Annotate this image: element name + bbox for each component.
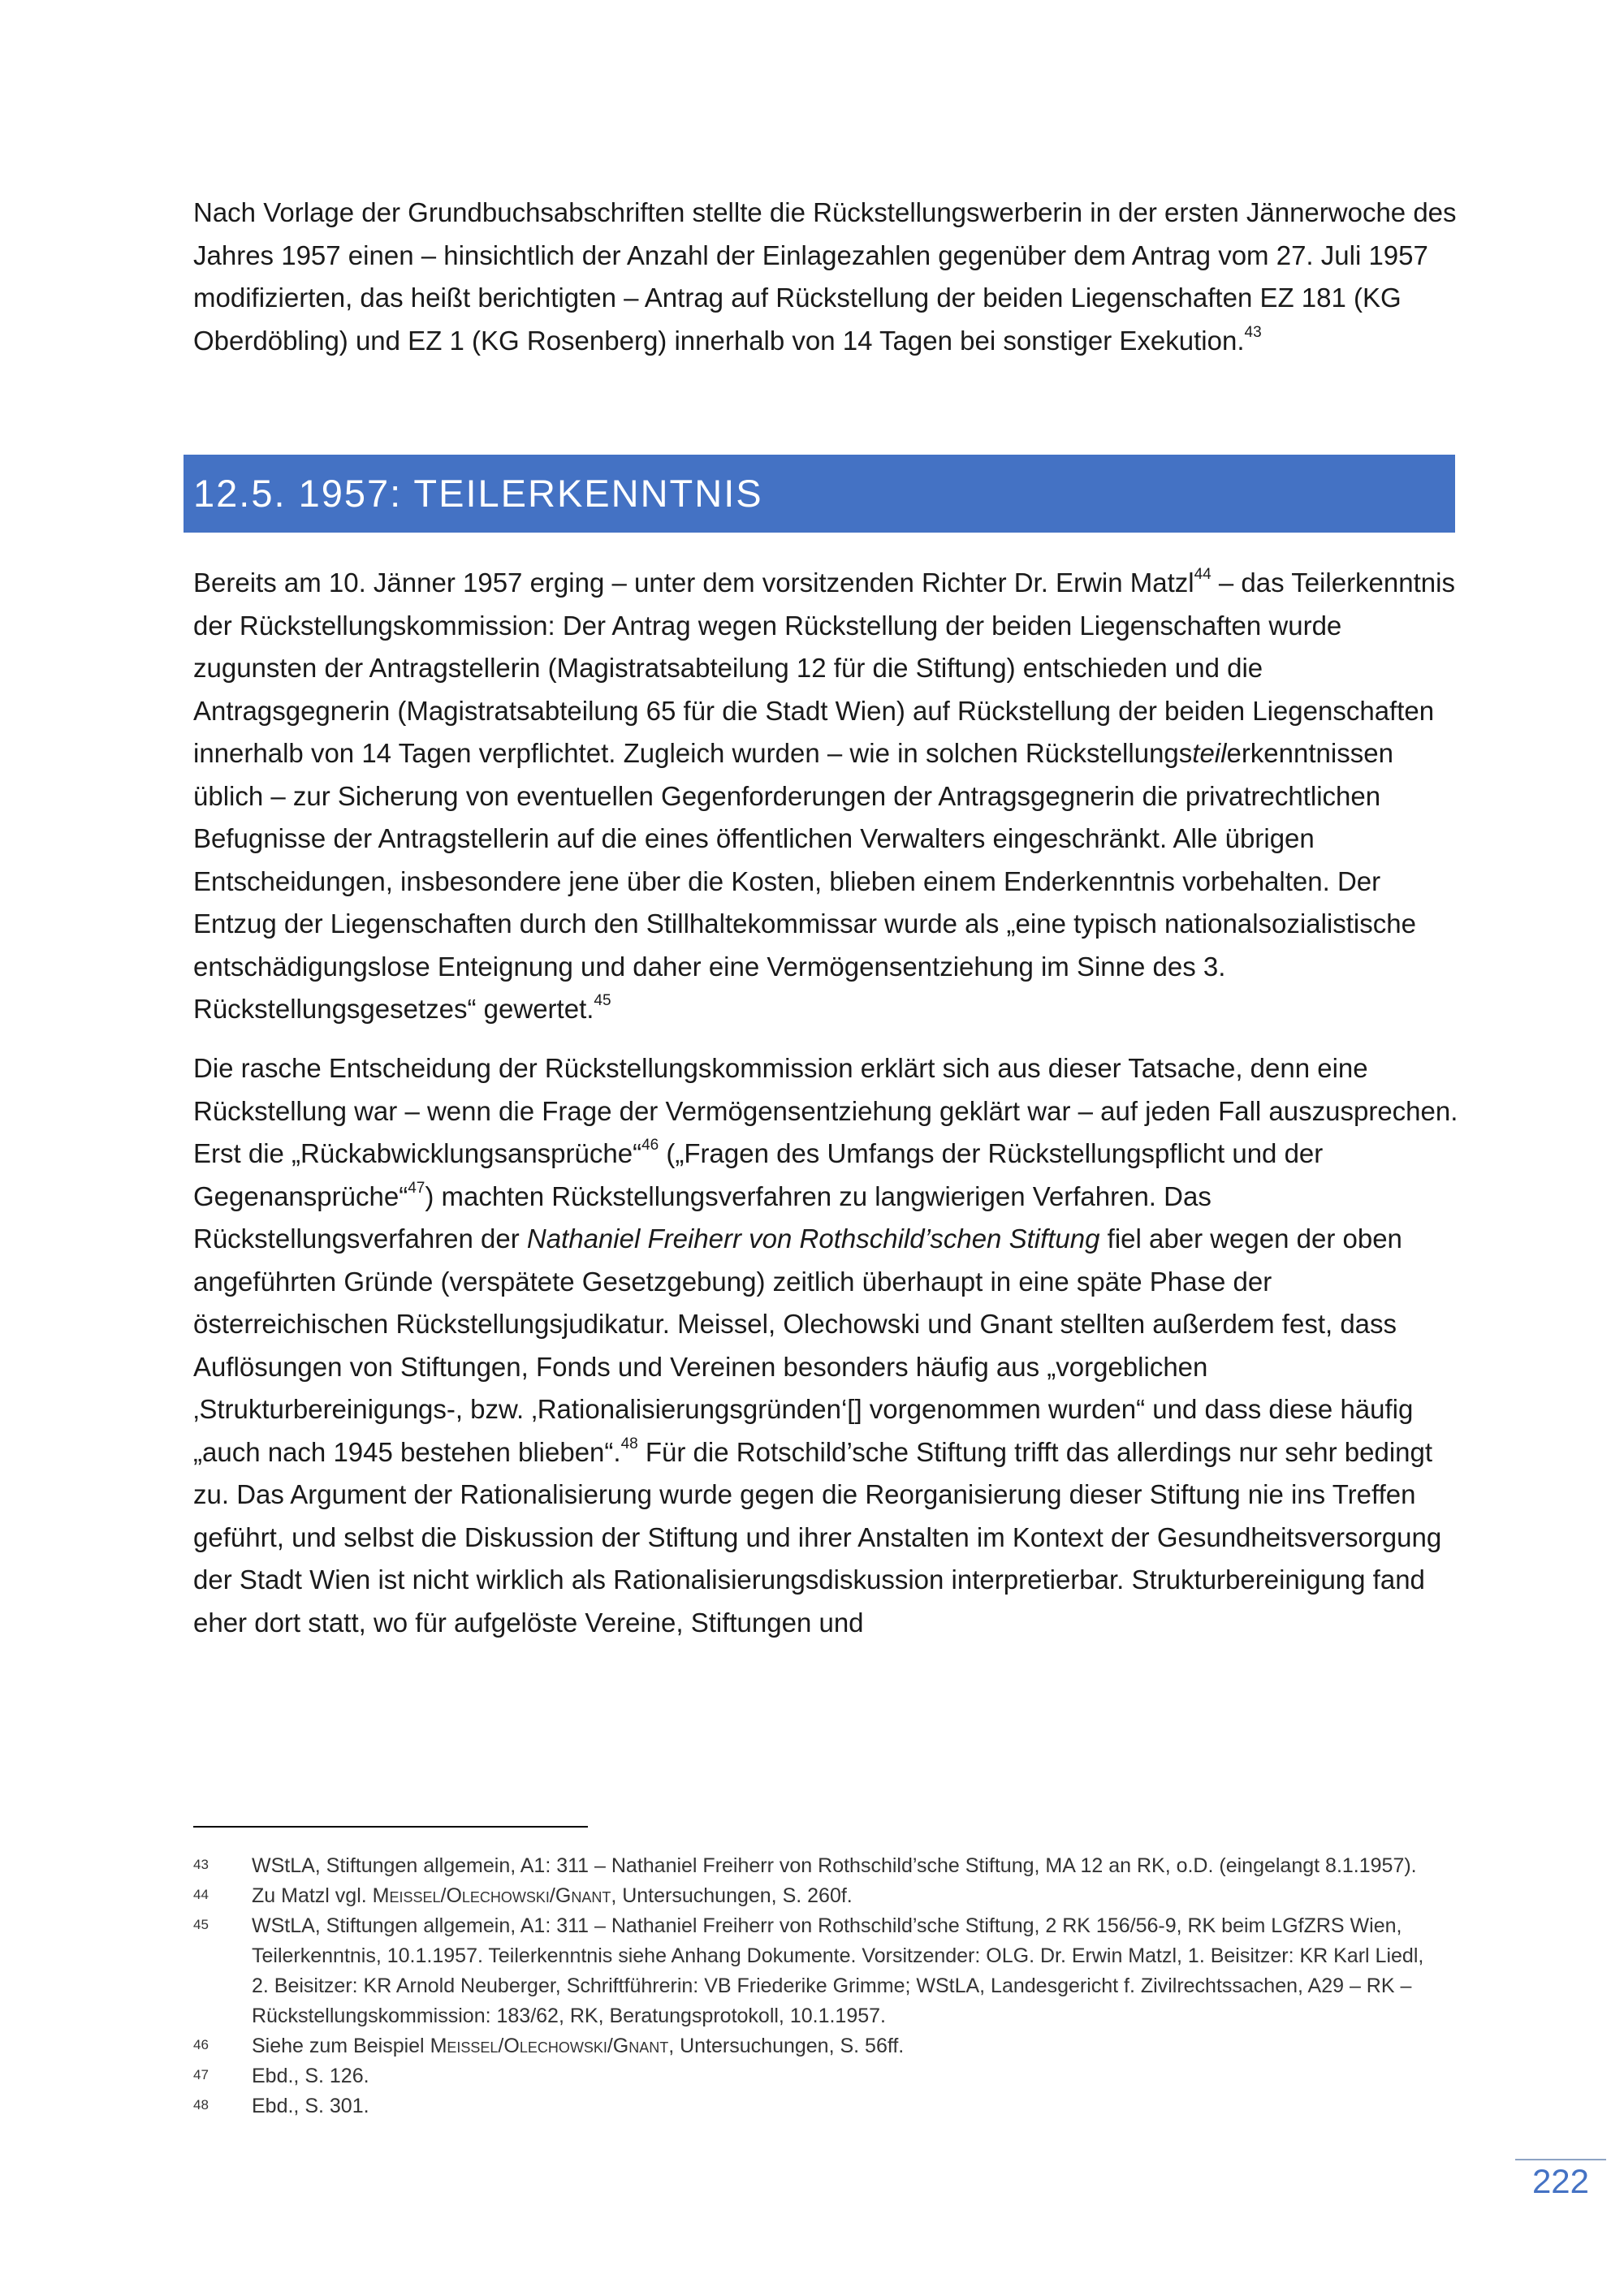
footnote-ref-47[interactable]: 47 (408, 1179, 425, 1197)
footnote (193, 2031, 1444, 2061)
footnote-text: Zu Matzl vgl. (252, 1884, 373, 1907)
paragraph-text: („Fragen des Umfangs der Rückstellungspflicht und der Gegenansprüche“ (193, 1138, 1324, 1211)
footnote (193, 2091, 1444, 2121)
footnote (193, 1881, 1444, 1911)
footnote-number: 47 (193, 2067, 209, 2082)
footnote-ref-45[interactable]: 45 (594, 992, 611, 1009)
footnote-number: 43 (193, 1857, 209, 1872)
footnote (193, 2061, 1444, 2091)
paragraph-text: – das Teilerkenntnis der Rückstellungskommission: Der Antrag wegen Rückstellung der beiden Liegenschaften wurde zugunsten der Antragstellerin (Magistratsabteilung 12 für die Stiftung) entschieden und die Antragsgegnerin (Magistratsabteilung 65 für die Stadt Wien) auf Rückstellung der beiden Liegenschaften innerhalb von 14 Tagen verpflichtet. Zugleich wurden – wie in solchen Rückstellungs (193, 568, 1455, 768)
paragraph-intro (193, 192, 1460, 362)
footnote-separator (193, 1826, 588, 1828)
section-heading: 12.5. 1957: TEILERKENNTNIS (193, 472, 763, 515)
footnote-text: Siehe zum Beispiel (252, 2035, 430, 2057)
paragraph-text: Bereits am 10. Jänner 1957 erging – unter dem vorsitzenden Richter Dr. Erwin Matzl (193, 568, 1194, 598)
footnote-ref-43[interactable]: 43 (1244, 323, 1262, 341)
footnote-ref-48[interactable]: 48 (620, 1435, 638, 1452)
footnote-ref-46[interactable]: 46 (641, 1137, 659, 1154)
footnote-text: Ebd., S. 301. (252, 2095, 369, 2117)
footnote-number: 45 (193, 1917, 209, 1932)
footnote-text: , Untersuchungen, S. 56ff. (668, 2035, 905, 2057)
author-names: Meissel/Olechowski/Gnant (372, 1884, 611, 1907)
paragraph-text: ) machten Rückstellungsverfahren zu langwierigen Verfahren. Das Rückstellungsverfahren der (193, 1180, 1212, 1254)
paragraph-text: Die rasche Entscheidung der Rückstellungskommission erklärt sich aus dieser Tatsache, denn eine Rückstellung war – wenn die Frage der Vermögensentziehung geklärt war – auf jeden Fall auszusprechen. Erst die „Rückabwicklungsansprüche“ (193, 1053, 1458, 1168)
paragraph-text: fiel aber wegen der oben angeführten Gründe (verspätete Gesetzgebung) zeitlich überhaupt in eine späte Phase der österreichischen Rückstellungsjudikatur. Meissel, Olechowski und Gnant stellten außerdem fest, dass Auflösungen von Stiftungen, Fonds und Vereinen besonders häufig aus „vorgeblichen ‚Strukturbereinigungs-, bzw. ‚Rationalisierungsgründen‘[] vorgenommen wurden“ und dass diese häufig „auch nach 1945 bestehen blieben“. (193, 1224, 1414, 1467)
page-number-rule (1515, 2159, 1606, 2160)
footnote-text: WStLA, Stiftungen allgemein, A1: 311 – Nathaniel Freiherr von Rothschild’sche Stiftung, MA 12 an RK, o.D. (eingelangt 8.1.1957). (252, 1854, 1417, 1877)
paragraph-teilerkenntnis (193, 562, 1460, 1031)
footnote-number: 48 (193, 2097, 209, 2113)
footnote (193, 1851, 1444, 1881)
paragraph-entscheidung (193, 1047, 1460, 1644)
footnote-text: , Untersuchungen, S. 260f. (611, 1884, 853, 1907)
footnote-number: 46 (193, 2037, 209, 2052)
paragraph-intro-text: Nach Vorlage der Grundbuchsabschriften stellte die Rückstellungswerberin in der ersten Jännerwoche des Jahres 1957 einen – hinsichtlich der Anzahl der Einlagezahlen gegenüber dem Antrag vom 27. Juli 1957 modifizierten, das heißt berichtigten – Antrag auf Rückstellung der beiden Liegenschaften EZ 181 (KG Oberdöbling) und EZ 1 (KG Rosenberg) innerhalb von 14 Tagen bei sonstiger Exekution. (193, 197, 1457, 356)
footnote-number: 44 (193, 1887, 209, 1902)
italic-text: teil (1192, 738, 1227, 768)
footnote (193, 1911, 1444, 2031)
footnote-ref-44[interactable]: 44 (1194, 566, 1212, 583)
paragraph-text: Für die Rotschild’sche Stiftung trifft das allerdings nur sehr bedingt zu. Das Argument der Rationalisierung wurde gegen die Reorganisierung dieser Stiftung nie ins Treffen geführt, und selbst die Diskussion der Stiftung und ihrer Anstalten im Kontext der Gesundheitsversorgung der Stadt Wien ist nicht wirklich als Rationalisierungsdiskussion interpretierbar. Strukturbereinigung fand eher dort statt, wo für aufgelöste Vereine, Stiftungen und (193, 1436, 1442, 1638)
footnote-text: WStLA, Stiftungen allgemein, A1: 311 – Nathaniel Freiherr von Rothschild’sche Stiftung, 2 RK 156/56-9, RK beim LGfZRS Wien, Teilerkenntnis, 10.1.1957. Teilerkenntnis siehe Anhang Dokumente. Vorsitzender: OLG. Dr. Erwin Matzl, 1. Beisitzer: KR Karl Liedl, 2. Beisitzer: KR Arnold Neuberger, Schriftführerin: VB Friederike Grimme; WStLA, Landesgericht f. Zivilrechtssachen, A29 – RK – Rückstellungskommission: 183/62, RK, Beratungsprotokoll, 10.1.1957. (252, 1914, 1424, 2027)
footnote-text: Ebd., S. 126. (252, 2065, 369, 2087)
italic-text: Nathaniel Freiherr von Rothschild’schen Stiftung (526, 1224, 1100, 1254)
page-number: 222 (1531, 2162, 1590, 2200)
footnotes (193, 1851, 1444, 2121)
section-heading-bar (184, 455, 1455, 533)
author-names: Meissel/Olechowski/Gnant (430, 2035, 669, 2057)
paragraph-text: erkenntnissen üblich – zur Sicherung von eventuellen Gegenforderungen der Antragsgegnerin die privatrechtlichen Befugnisse der Antragstellerin auf die eines öffentlichen Verwalters eingeschränkt. Alle übrigen Entscheidungen, insbesondere jene über die Kosten, blieben einem Enderkenntnis vorbehalten. Der Entzug der Liegenschaften durch den Stillhaltekommissar wurde als „eine typisch nationalsozialistische entschädigungslose Enteignung und daher eine Vermögensentziehung im Sinne des 3. Rückstellungsgesetzes“ gewertet. (193, 738, 1416, 1024)
